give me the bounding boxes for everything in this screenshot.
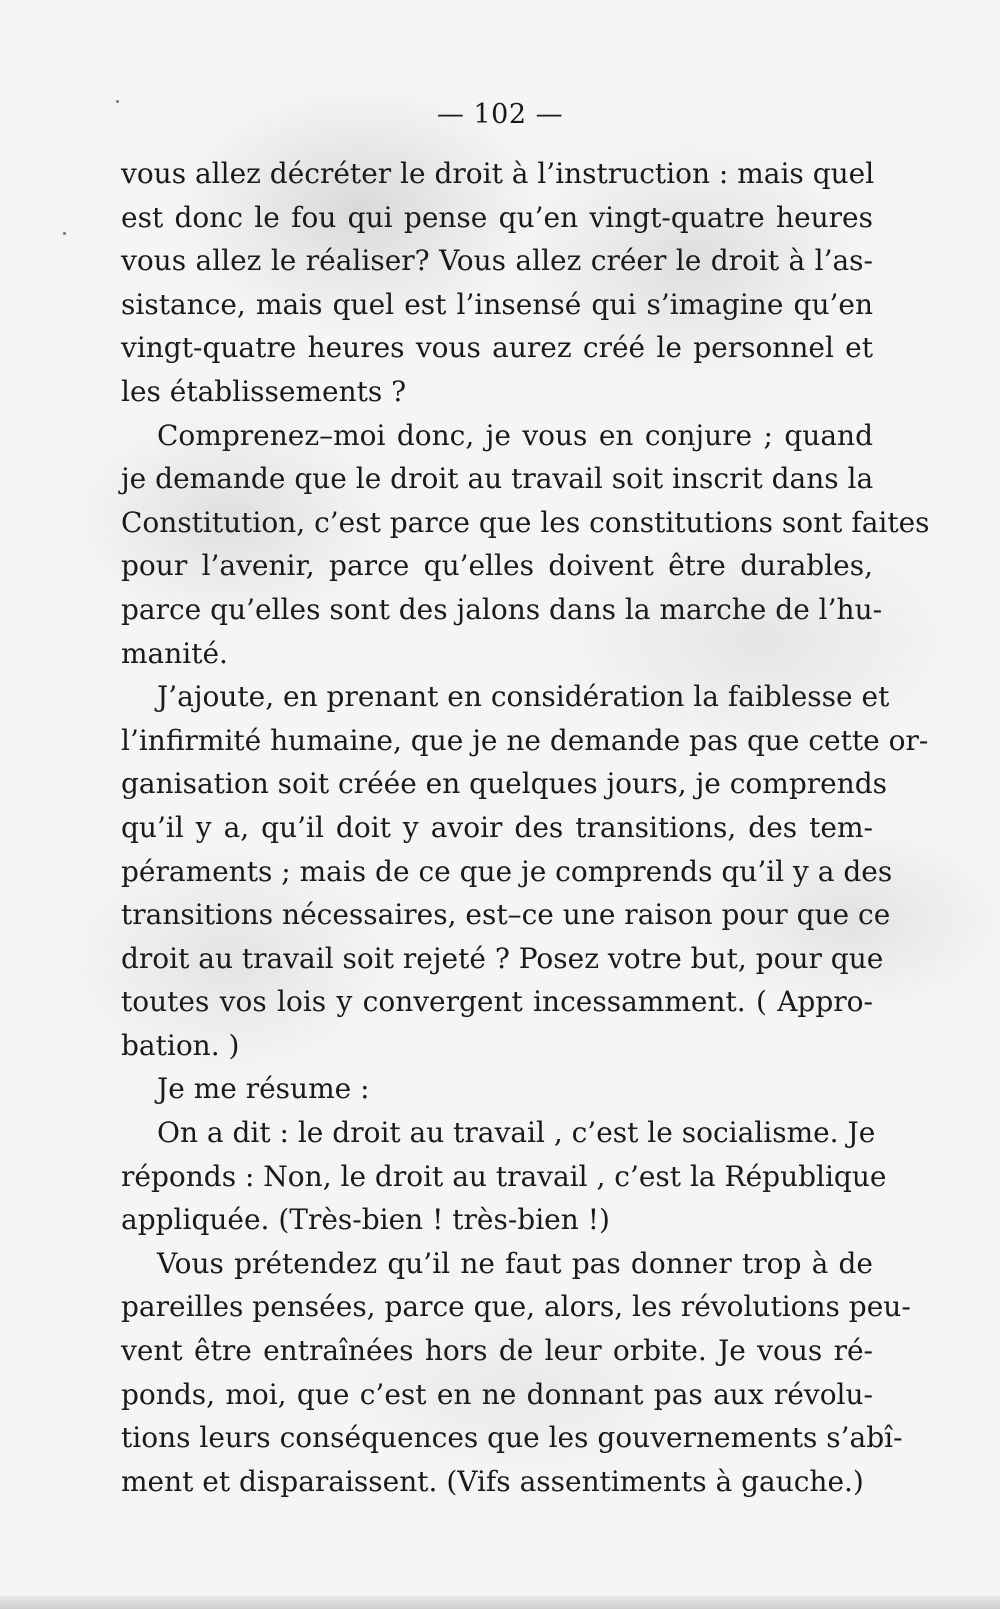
text-line: transitions nécessaires, est–ce une raison pour que ce [121,898,891,932]
text-line: l’infirmité humaine, que je ne demande pas que cette or- [121,723,929,757]
text-line: est donc le fou qui pense qu’en vingt-quatre heures [121,200,873,234]
page-number: — 102 — [436,99,564,130]
text-line: ganisation soit créée en quelques jours, je comprends [121,767,888,801]
text-line: vous allez décréter le droit à l’instruction : mais quel [121,157,875,190]
text-line: péraments ; mais de ce que je comprends qu’il y a des [121,854,893,888]
text-line: appliquée. (Très-bien ! très-bien !) [121,1203,610,1237]
text-line: qu’il y a, qu’il doit y avoir des transitions, des tem- [121,810,873,844]
page-edge [0,1596,1000,1609]
body-text [121,152,930,1503]
text-line: pareilles pensées, parce que, alors, les révolutions peu- [121,1290,911,1324]
text-line: Constitution, c’est parce que les constitutions sont faites [121,505,930,539]
text-line: On a dit : le droit au travail , c’est le socialisme. Je [157,1116,876,1150]
text-line: toutes vos lois y convergent incessamment. ( Appro- [121,985,873,1019]
text-line: parce qu’elles sont des jalons dans la marche de l’hu- [121,592,883,626]
text-line: Vous prétendez qu’il ne faut pas donner trop à de [157,1246,873,1280]
text-line: pour l’avenir, parce qu’elles doivent être durables, [121,549,873,583]
text-line: bation. ) [121,1028,240,1062]
text-line: réponds : Non, le droit au travail , c’est la République [121,1159,887,1193]
text-line: tions leurs conséquences que les gouvernements s’abî- [121,1421,903,1455]
text-line: ponds, moi, que c’est en ne donnant pas aux révolu- [121,1377,873,1411]
text-line: J’ajoute, en prenant en considération la faiblesse et [157,680,890,714]
text-line: je demande que le droit au travail soit inscrit dans la [121,462,874,496]
text-line: les établissements ? [121,374,407,408]
text-line: droit au travail soit rejeté ? Posez votre but, pour que [121,941,884,975]
text-line: Je me résume : [157,1072,370,1106]
text-line: vent être entraînées hors de leur orbite. Je vous ré- [121,1334,873,1368]
text-line: vous allez le réaliser? Vous allez créer le droit à l’as- [121,244,873,278]
text-line: vingt-quatre heures vous aurez créé le personnel et [121,331,873,365]
ink-speck [63,232,66,235]
text-line: manité. [121,636,228,670]
text-line: Comprenez–moi donc, je vous en conjure ; quand [157,418,873,452]
text-line: sistance, mais quel est l’insensé qui s’imagine qu’en [121,287,873,321]
text-line: ment et disparaissent. (Vifs assentiments à gauche.) [121,1464,864,1498]
